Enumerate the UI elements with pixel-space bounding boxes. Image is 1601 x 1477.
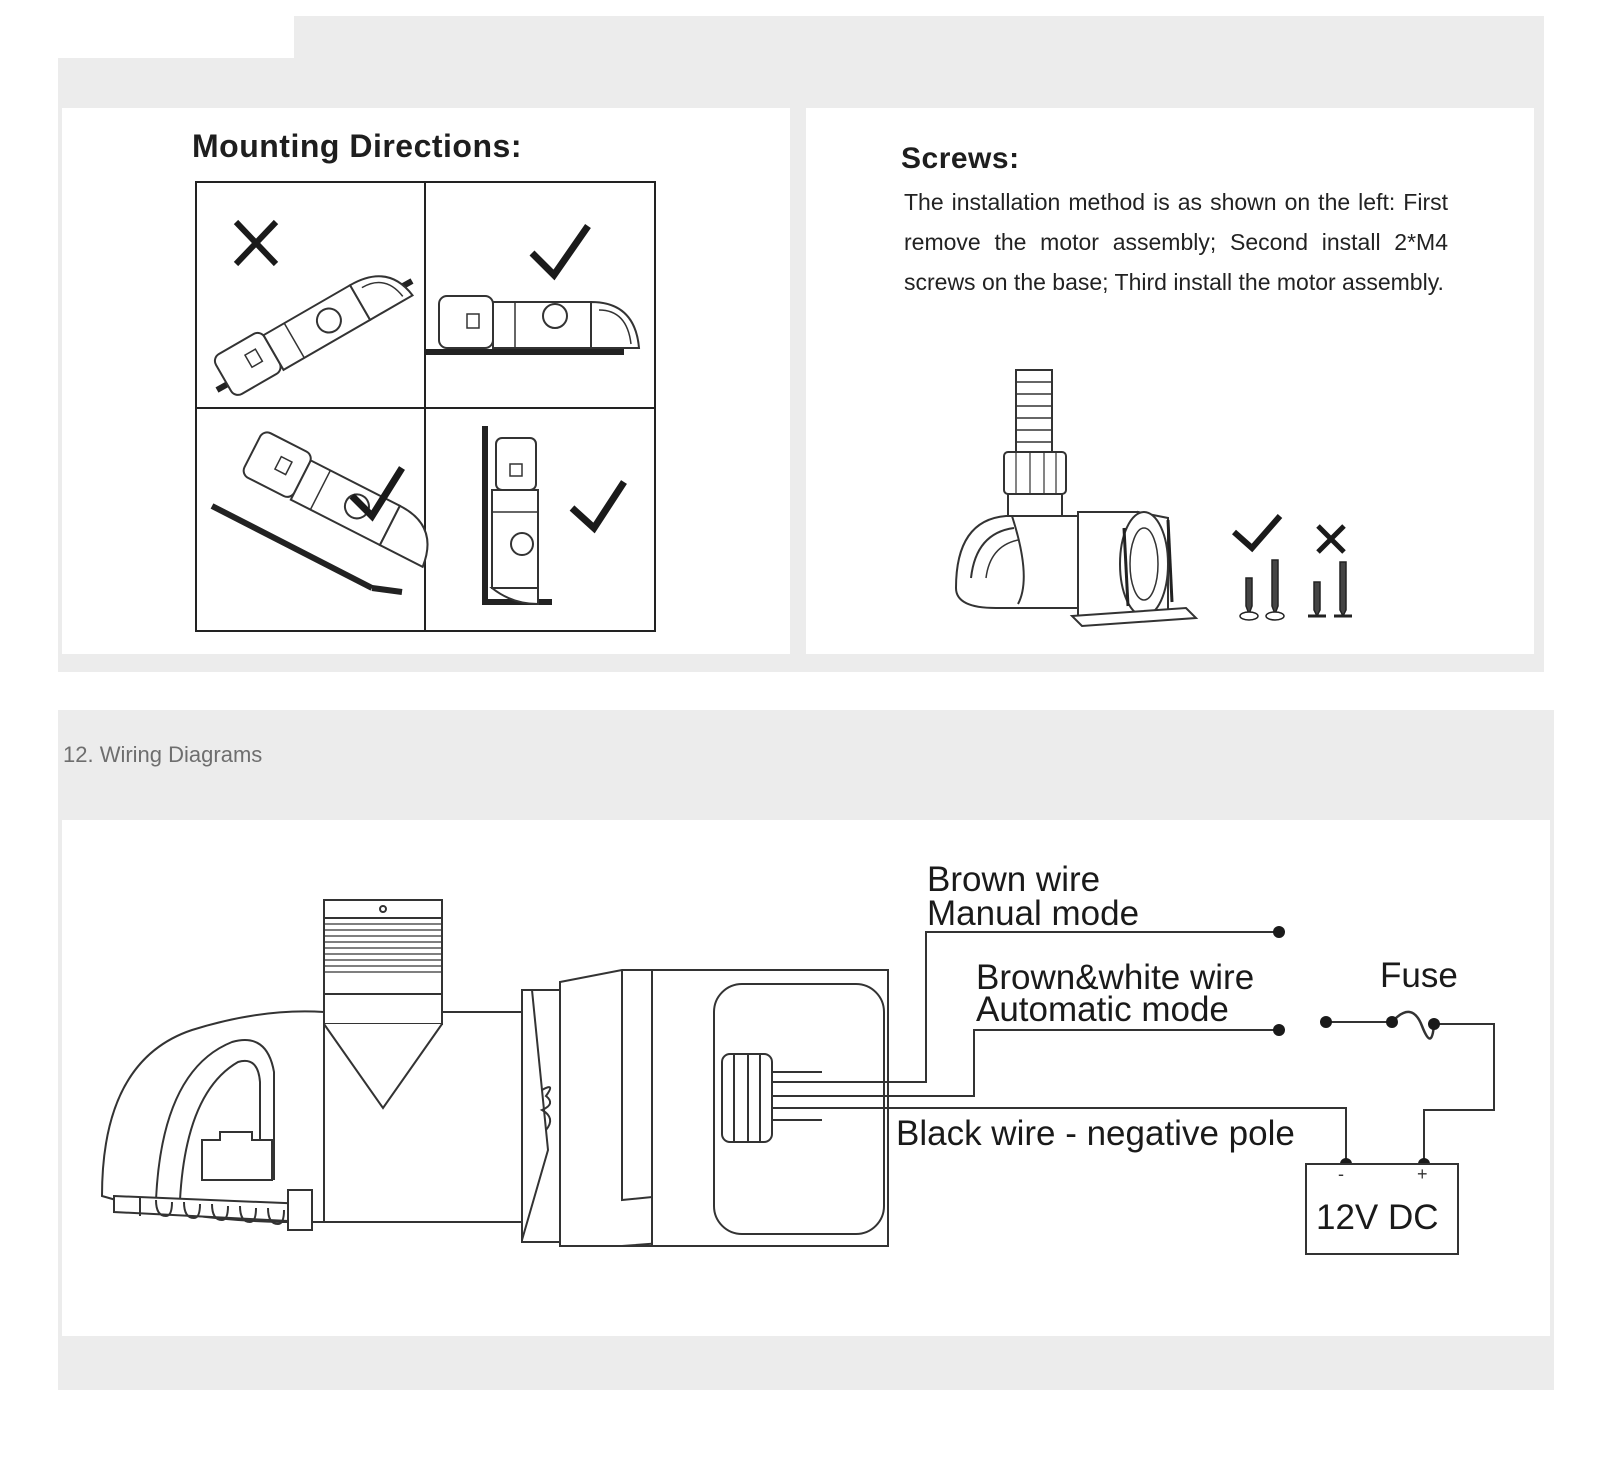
cell-top-right xyxy=(424,226,639,352)
battery-negative-label: - xyxy=(1338,1164,1344,1184)
mounting-grid xyxy=(62,108,790,654)
screws-correct xyxy=(1234,516,1284,620)
manual-mode-label: Manual mode xyxy=(927,894,1140,933)
fuse-label: Fuse xyxy=(1380,956,1458,995)
fuse-output-wire xyxy=(1424,1024,1494,1164)
mounting-directions-title: Mounting Directions: xyxy=(192,128,522,164)
brown-wire-label: Brown wire xyxy=(927,860,1101,899)
cross-icon xyxy=(236,222,276,264)
screw-installation-illustration xyxy=(806,108,1534,654)
cell-bottom-right xyxy=(482,426,624,604)
check-icon xyxy=(532,226,588,275)
mounting-directions-panel xyxy=(62,108,790,654)
check-icon xyxy=(572,482,624,528)
pump-body xyxy=(102,970,888,1246)
pump-base xyxy=(956,512,1196,626)
check-icon xyxy=(1234,516,1280,548)
black-wire-label: Black wire - negative pole xyxy=(896,1114,1295,1153)
screws-panel xyxy=(806,108,1534,654)
battery-voltage-label: 12V DC xyxy=(1316,1198,1439,1237)
wiring-section-label: 12. Wiring Diagrams xyxy=(63,742,263,767)
fuse-element xyxy=(1392,1012,1434,1039)
automatic-mode-label: Automatic mode xyxy=(976,990,1229,1029)
wiring-diagram xyxy=(62,820,1550,1336)
pump-outlet xyxy=(324,900,442,1024)
cell-bottom-left xyxy=(212,430,445,592)
battery-positive-label: + xyxy=(1417,1164,1428,1184)
screws-description: The installation method is as shown on the left: First remove the motor assembly; Second install 2*M4 screws on the base; Third install the motor assembly. xyxy=(904,189,1448,295)
discharge-hose xyxy=(1004,370,1066,516)
cross-icon xyxy=(1318,526,1344,552)
wiring-diagram-panel xyxy=(62,820,1550,1336)
top-band-notch xyxy=(58,16,294,58)
brown-white-wire-label: Brown&white wire xyxy=(976,958,1255,997)
screws-incorrect xyxy=(1308,526,1352,616)
cell-top-left xyxy=(212,222,413,398)
screws-title: Screws: xyxy=(901,142,1020,175)
